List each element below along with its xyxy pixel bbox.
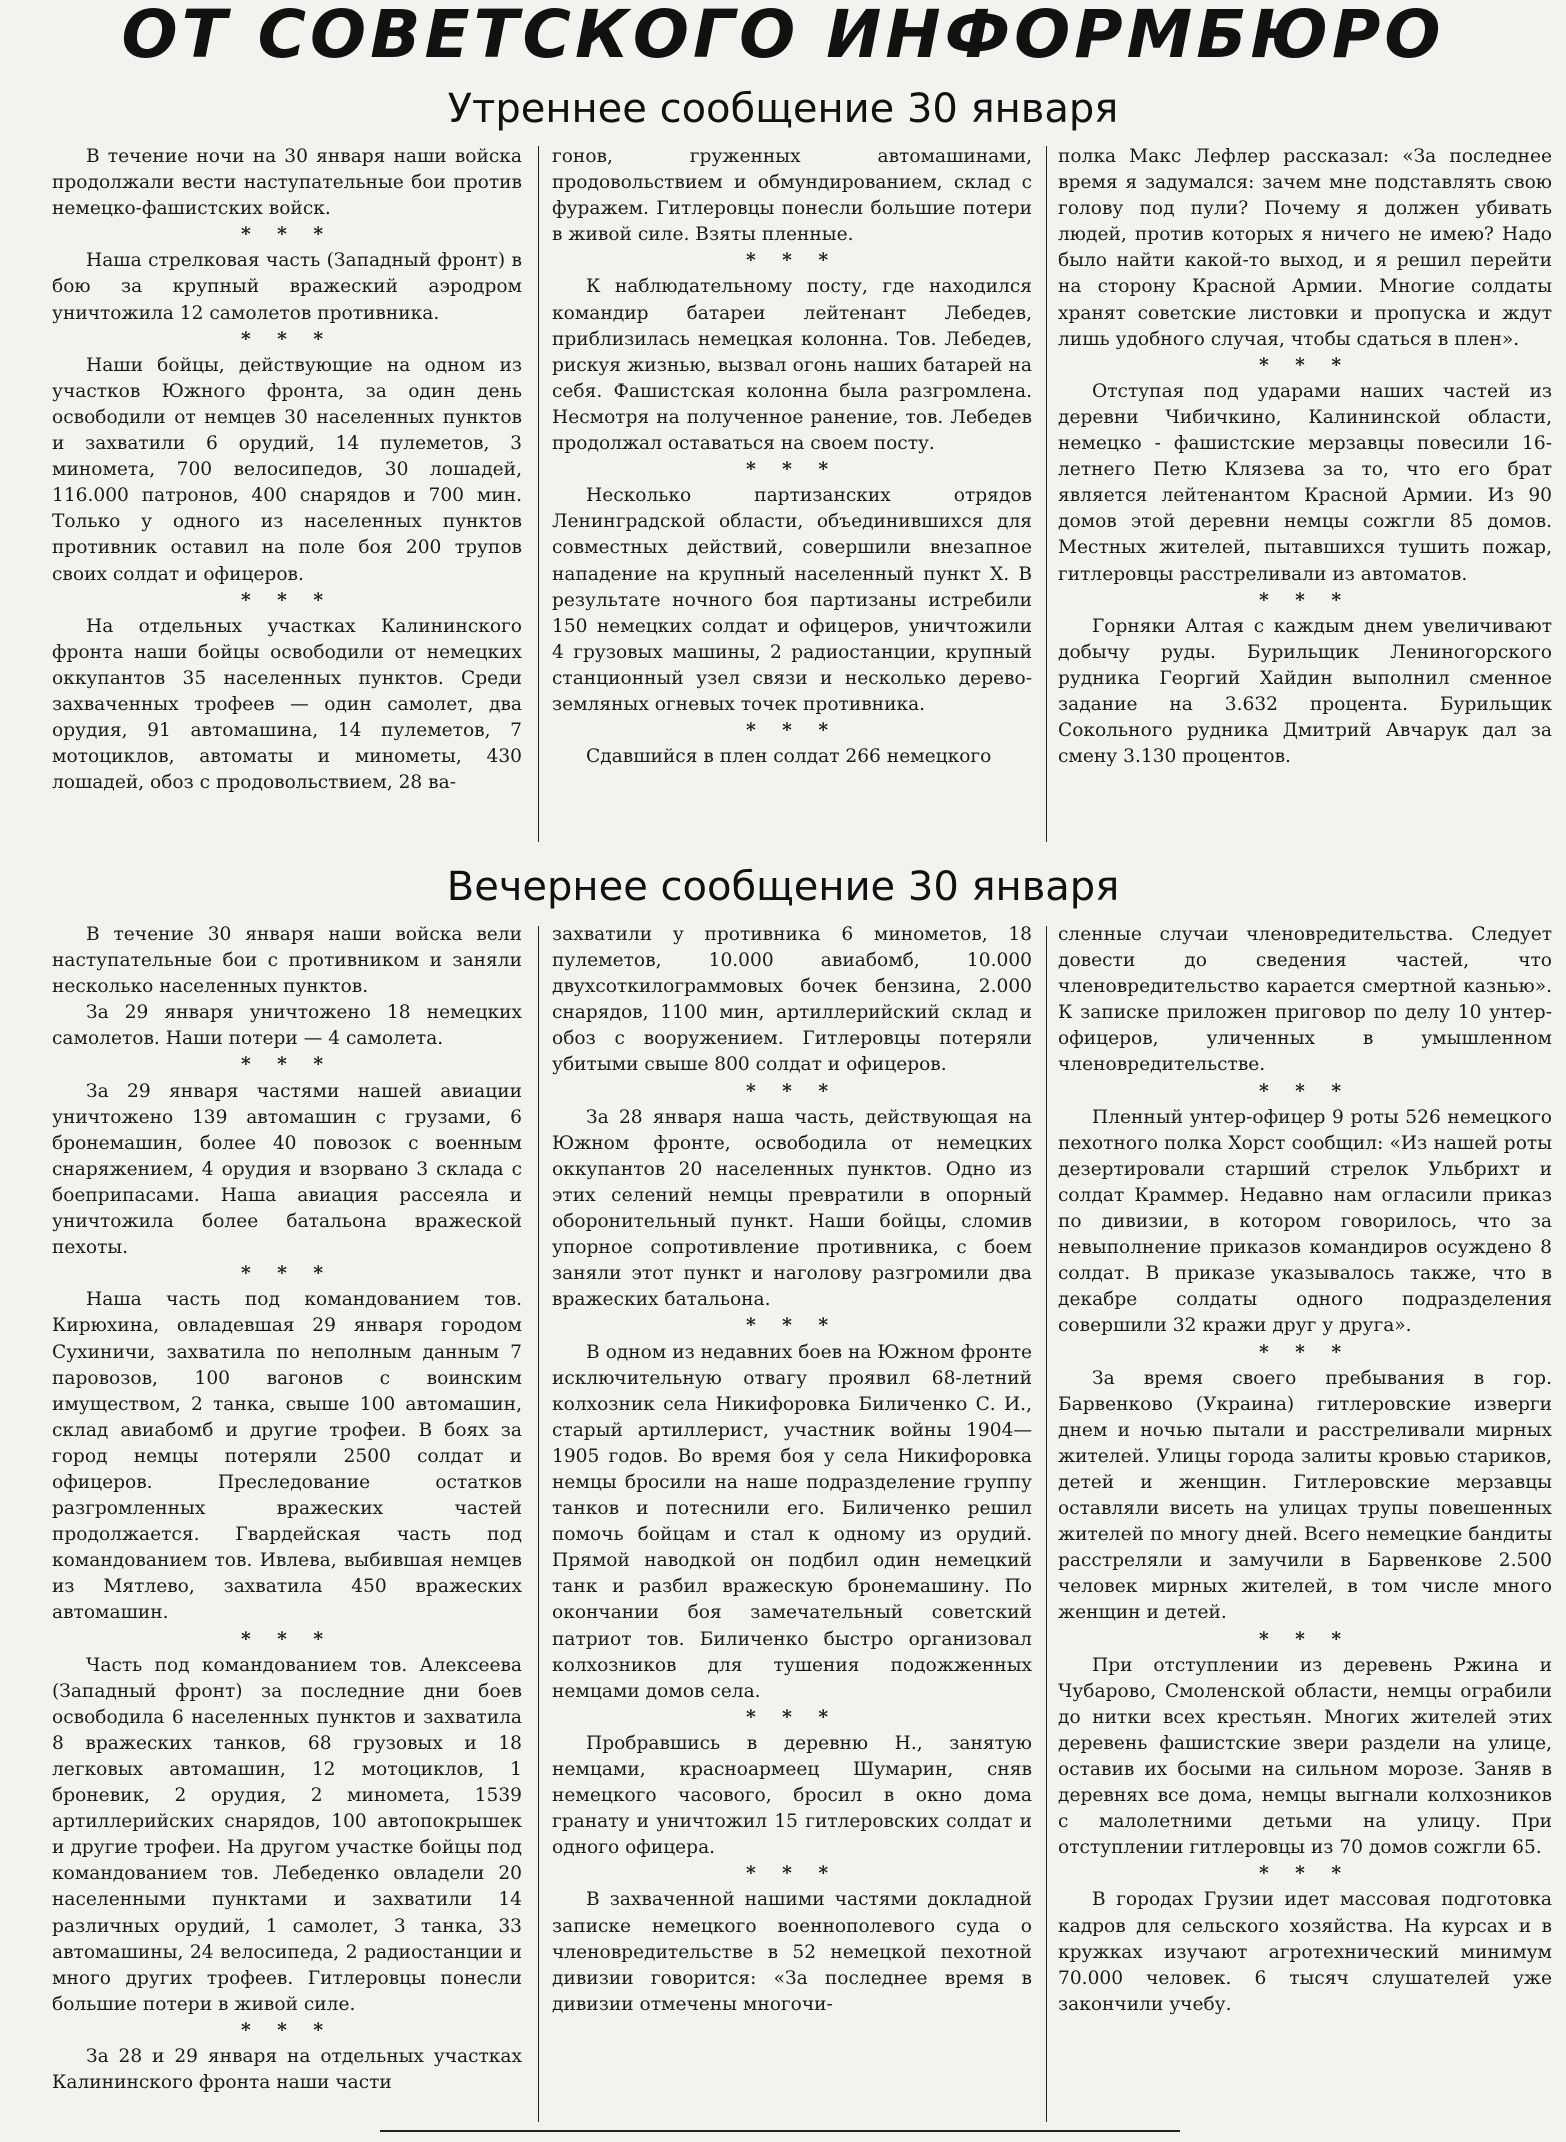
column-rule <box>538 926 539 2122</box>
section-separator: * * * <box>1258 589 1352 611</box>
article-paragraph: В городах Грузии идет массовая подготовка кадров для сельского хозяйства. На курсах и в кружках изучают агротехнический минимум 70.000 человек. 6 тысяч слушателей уже закончили учебу. <box>1058 1889 1552 2015</box>
evening-column-2 <box>552 922 1032 2122</box>
evening-title: Вечернее сообщение 30 января <box>446 864 1120 910</box>
column-rule <box>538 146 539 842</box>
article-paragraph: К наблюдательному посту, где находился командир батареи лейтенант Лебедев, приблизилась немецкая колонна. Тов. Лебедев, рискуя жизнью, вызвал огонь наших батарей на себя. Фашистская колонна была разгромлена. Несмотря на полученное ранение, тов. Лебедев продолжал оставаться на своем посту. <box>552 276 1032 455</box>
evening-column-1 <box>52 922 522 2122</box>
section-separator: * * * <box>1258 1628 1352 1650</box>
morning-column-2 <box>552 144 1032 842</box>
article-paragraph: В течение 30 января наши войска вели наступательные бои с противником и заняли несколько населенных пунктов. <box>52 924 522 998</box>
article-paragraph: Сдавшийся в плен солдат 266 немецкого <box>586 746 992 768</box>
masthead: ОТ СОВЕТСКОГО ИНФОРМБЮРО <box>121 0 1445 73</box>
article-paragraph: В одном из недавних боев на Южном фронте исключительную отвагу проявил 68-летний колхозник села Никифоровка Биличенко С. И., старый артиллерист, участник войны 1904—1905 годов. Во время боя у села Никифоровка немцы бросили на наше подразделение группу танков и потеснили его. Биличенко решил помочь бойцам и стал к одному из орудий. Прямой наводкой он подбил один немецкий танк и разбил вражескую бронемашину. По окончании боя замечательный советский патриот тов. Биличенко быстро организовал колхозников для тушения подожженных немцами домов села. <box>552 1341 1032 1702</box>
article-paragraph: Наша часть под командованием тов. Кирюхина, овладевшая 29 января городом Сухиничи, захватила по неполным данным 7 паровозов, 100 вагонов с воинским имуществом, 2 танка, свыше 100 автомашин, склад авиабомб и другие трофеи. В боях за город немцы потеряли 2500 солдат и офицеров. Преследование остатков разгромленных вражеских частей продолжается. Гвардейская часть под командованием тов. Ивлева, выбившая немцев из Мятлево, захватила 450 вражеских автомашин. <box>52 1289 522 1624</box>
article-paragraph: сленные случаи членовредительства. Следует довести до сведения частей, что членовредительство карается смертной казнью». К записке приложен приговор по делу 10 унтер-офицеров, уличенных в умышленном членовредительстве. <box>1058 924 1552 1076</box>
article-paragraph: захватили у противника 6 минометов, 18 пулеметов, 10.000 авиабомб, 10.000 двухсоткилограммовых бочек бензина, 2.000 снарядов, 1100 мин, артиллерийский склад и обоз с вооружением. Гитлеровцы потеряли убитыми свыше 800 солдат и офицеров. <box>552 924 1032 1076</box>
section-separator: * * * <box>745 250 839 272</box>
section-separator: * * * <box>745 1706 839 1728</box>
section-separator: * * * <box>240 1263 334 1285</box>
section-separator: * * * <box>1258 1080 1352 1102</box>
column-rule <box>1046 926 1047 2122</box>
column-rule <box>1046 146 1047 842</box>
section-separator: * * * <box>240 328 334 350</box>
section-separator: * * * <box>240 1628 334 1650</box>
section-separator: * * * <box>745 1863 839 1885</box>
section-separator: * * * <box>745 720 839 742</box>
section-separator: * * * <box>745 1080 839 1102</box>
article-paragraph: За 28 и 29 января на отдельных участках Калининского фронта наши части <box>52 2046 522 2094</box>
article-paragraph: На отдельных участках Калининского фронта наши бойцы освободили от немецких оккупантов 35 населенных пунктов. Среди захваченных трофеев — один самолет, два орудия, 91 автомашина, 14 пулеметов, 7 мотоциклов, автоматы и минометы, 430 лошадей, обоз с продовольствием, 28 ва- <box>52 615 522 794</box>
article-paragraph: В захваченной нашими частями докладной записке немецкого военнополевого суда о членовредительстве в 52 немецкой пехотной дивизии говорится: «За последнее время в дивизии отмечены многочи- <box>552 1889 1032 2015</box>
article-paragraph: Наша стрелковая часть (Западный фронт) в бою за крупный вражеский аэродром уничтожила 12 самолетов противника. <box>52 250 522 324</box>
article-paragraph: Горняки Алтая с каждым днем увеличивают добычу руды. Бурильщик Лениногорского рудника Георгий Хайдин выполнил сменное задание на 3.632 процента. Бурильщик Сокольного рудника Дмитрий Авчарук дал за смену 3.130 процентов. <box>1058 615 1552 768</box>
morning-title: Утреннее сообщение 30 января <box>447 86 1119 132</box>
section-separator: * * * <box>240 589 334 611</box>
article-paragraph: За время своего пребывания в гор. Барвенково (Украина) гитлеровские изверги днем и ночью пытали и расстреливали мирных жителей. Улицы города залиты кровью стариков, детей и женщин. Гитлеровские мерзавцы оставляли висеть на улицах трупы повешенных жителей по многу дней. Всего немецкие бандиты расстреляли и замучили в Барвенкове 2.500 человек мирных жителей, в том числе много женщин и детей. <box>1058 1367 1552 1624</box>
article-paragraph: При отступлении из деревень Ржина и Чубарово, Смоленской области, немцы ограбили до нитки всех крестьян. Многих жителей этих деревень фашистские звери раздели на улице, оставив их босыми на сильном морозе. Заняв в деревнях все дома, немцы выгнали колхозников с малолетними детьми на улицу. При отступлении гитлеровцы из 70 домов сожгли 65. <box>1058 1654 1552 1859</box>
morning-column-1 <box>52 144 522 842</box>
article-paragraph: гонов, груженных автомашинами, продовольствием и обмундированием, склад с фуражем. Гитлеровцы понесли большие потери в живой силе. Взяты пленные. <box>552 146 1032 246</box>
article-paragraph: Пленный унтер-офицер 9 роты 526 немецкого пехотного полка Хорст сообщил: «Из нашей роты дезертировали старший стрелок Ульбрихт и солдат Краммер. Недавно нам огласили приказ по дивизии, в котором говорилось, что за невыполнение приказов командиров осуждено 8 солдат. В приказе указывалось также, что в декабре солдаты одного подразделения совершили 32 кражи друг у друга». <box>1058 1106 1552 1337</box>
evening-column-3 <box>1058 922 1552 2122</box>
bottom-rule <box>380 2130 1180 2132</box>
section-separator: * * * <box>1258 1341 1352 1363</box>
section-separator: * * * <box>240 224 334 246</box>
section-separator: * * * <box>745 459 839 481</box>
article-paragraph: Несколько партизанских отрядов Ленинградской области, объединившихся для совместных действий, совершили внезапное нападение на крупный населенный пункт Х. В результате ночного боя партизаны истребили 150 немецких солдат и офицеров, уничтожили 4 грузовых машины, 2 радиостанции, крупный станционный узел связи и несколько дерево-земляных огневых точек противника. <box>552 485 1032 715</box>
section-separator: * * * <box>240 2019 334 2041</box>
morning-column-3 <box>1058 144 1552 842</box>
article-paragraph: Часть под командованием тов. Алексеева (Западный фронт) за последние дни боев освободила 6 населенных пунктов и захватила 8 вражеских танков, 68 грузовых и 18 легковых автомашин, 12 мотоциклов, 1 броневик, 2 орудия, 2 миномета, 1539 артиллерийских снарядов, 100 автопокрышек и другие трофеи. На другом участке бойцы под командованием тов. Лебеденко овладели 20 населенными пунктами и захватили 14 различных орудий, 1 самолет, 3 танка, 33 автомашины, 24 велосипеда, 2 радиостанции и много других трофеев. Гитлеровцы понесли большие потери в живой силе. <box>52 1654 522 2015</box>
article-paragraph: За 29 января частями нашей авиации уничтожено 139 автомашин с грузами, 6 бронемашин, более 40 повозок с военным снаряжением, 4 орудия и взорвано 3 склада с боеприпасами. Наша авиация рассеяла и уничтожила более батальона вражеской пехоты. <box>52 1080 522 1259</box>
article-paragraph: Отступая под ударами наших частей из деревни Чибичкино, Калининской области, немецко - фашистские мерзавцы повесили 16-летнего Петю Клязева за то, что его брат является лейтенантом Красной Армии. Из 90 домов этой деревни немцы сожгли 85 домов. Местных жителей, пытавшихся тушить пожар, гитлеровцы расстреливали из автоматов. <box>1058 380 1552 585</box>
article-paragraph: За 29 января уничтожено 18 немецких самолетов. Наши потери — 4 самолета. <box>52 1002 522 1050</box>
article-paragraph: За 28 января наша часть, действующая на Южном фронте, освободила от немецких оккупантов 20 населенных пунктов. Одно из этих селений немцы превратили в опорный оборонительный пункт. Наши бойцы, сломив упорное сопротивление противника, с боем заняли этот пункт и наголову разгромили два вражеских батальона. <box>552 1106 1032 1311</box>
section-separator: * * * <box>745 1315 839 1337</box>
article-paragraph: В течение ночи на 30 января наши войска продолжали вести наступательные бои против немецко-фашистских войск. <box>52 146 522 220</box>
article-paragraph: Наши бойцы, действующие на одном из участков Южного фронта, за один день освободили от немцев 30 населенных пунктов и захватили 6 орудий, 14 пулеметов, 3 миномета, 700 велосипедов, 30 лошадей, 116.000 патронов, 400 снарядов и 700 мин. Только у одного из населенных пунктов противник оставил на поле боя 200 трупов своих солдат и офицеров. <box>52 354 522 585</box>
section-separator: * * * <box>1258 1863 1352 1885</box>
article-paragraph: Пробравшись в деревню Н., занятую немцами, красноармеец Шумарин, сняв немецкого часового, бросил в окно дома гранату и уничтожил 15 гитлеровских солдат и одного офицера. <box>552 1732 1032 1859</box>
section-separator: * * * <box>240 1054 334 1076</box>
section-separator: * * * <box>1258 354 1352 376</box>
article-paragraph: полка Макс Лефлер рассказал: «За последнее время я задумался: зачем мне подставлять свою голову под пули? Почему я должен убивать людей, против которых я ничего не имею? Надо было найти какой-то выход, и я решил перейти на сторону Красной Армии. Многие солдаты хранят советские листовки и пропуска и ждут лишь удобного случая, чтобы сдаться в плен». <box>1058 146 1552 350</box>
